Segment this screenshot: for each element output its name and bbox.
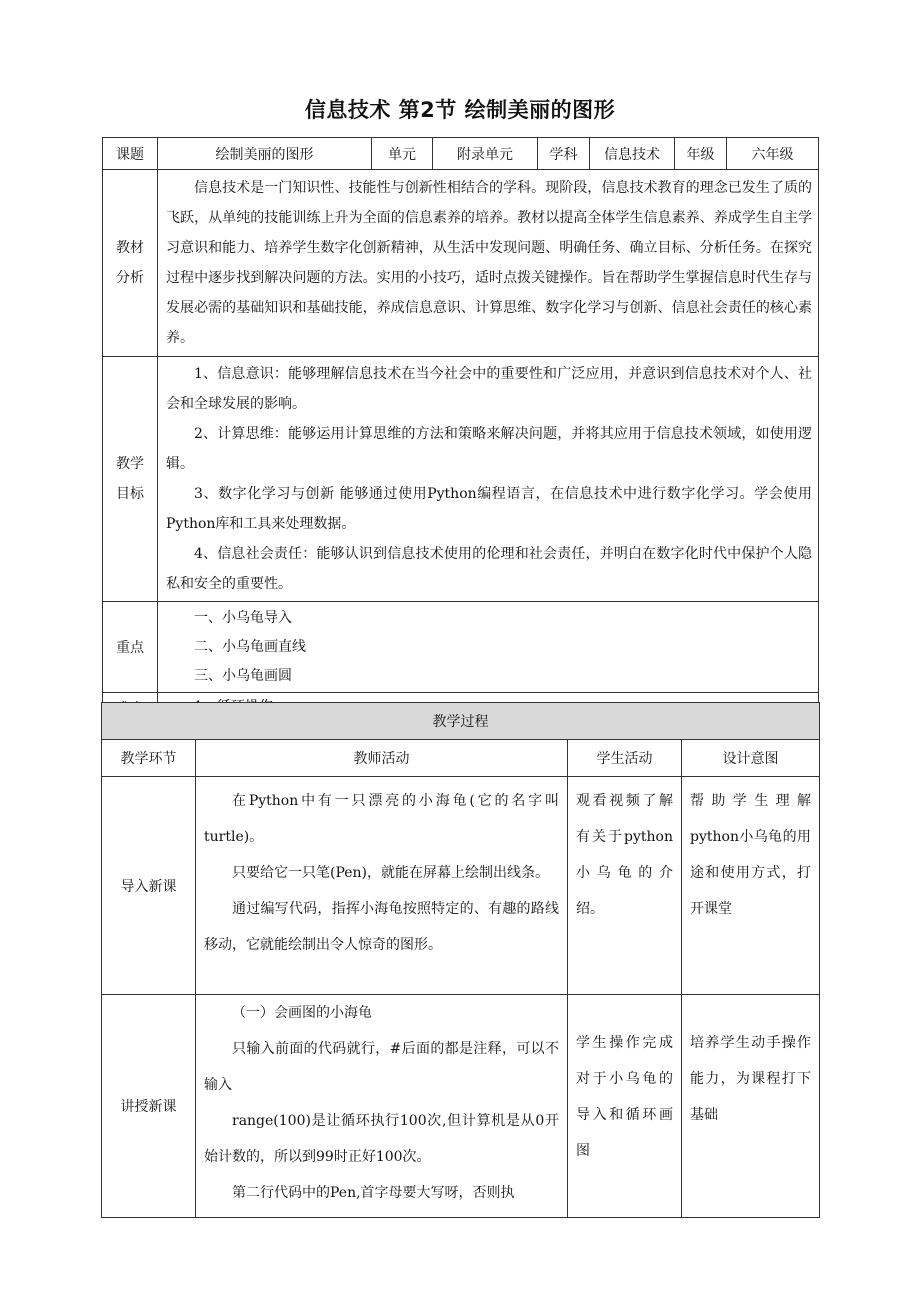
teacher-activity-line: 通过编写代码，指挥小海龟按照特定的、有趣的路线移动，它就能绘制出令人惊奇的图形。 bbox=[204, 901, 559, 953]
goal-item: 4、信息社会责任：能够认识到信息技术使用的伦理和社会责任，并明白在数字化时代中保护个人隐私和安全的重要性。 bbox=[166, 546, 812, 592]
goals-label: 教学 目标 bbox=[103, 357, 158, 602]
key-points-row bbox=[103, 602, 819, 693]
analysis-label: 教材 分析 bbox=[103, 170, 158, 357]
stage-cell: 讲授新课 bbox=[102, 995, 196, 1218]
col-header-stage: 教学环节 bbox=[102, 740, 196, 777]
teaching-process-table bbox=[101, 702, 820, 1218]
goals-row bbox=[103, 357, 819, 602]
key-point-item: 三、小乌龟画圆 bbox=[194, 667, 292, 684]
topic-value: 绘制美丽的图形 bbox=[158, 138, 372, 170]
col-header-teacher: 教师活动 bbox=[196, 740, 568, 777]
process-row-teach bbox=[102, 995, 820, 1218]
page-title: 信息技术 第2节 绘制美丽的图形 bbox=[304, 98, 616, 122]
student-activity: 观看视频了解有关于python小乌龟的介绍。 bbox=[576, 793, 673, 917]
key-point-item: 二、小乌龟画直线 bbox=[194, 638, 306, 655]
col-header-student: 学生活动 bbox=[568, 740, 682, 777]
stage-cell: 导入新课 bbox=[102, 777, 196, 995]
subject-label: 学科 bbox=[538, 138, 590, 170]
key-point-item: 一、小乌龟导入 bbox=[194, 609, 292, 626]
key-points-label: 重点 bbox=[103, 602, 158, 693]
grade-label: 年级 bbox=[675, 138, 727, 170]
goal-item: 3、数字化学习与创新 能够通过使用Python编程语言，在信息技术中进行数字化学习。学会使用Python库和工具来处理数据。 bbox=[166, 486, 812, 532]
grade-value: 六年级 bbox=[727, 138, 819, 170]
header-row bbox=[103, 138, 819, 170]
unit-value: 附录单元 bbox=[433, 138, 538, 170]
teacher-activity-line: 只输入前面的代码就行，#后面的都是注释，可以不输入 bbox=[204, 1041, 559, 1093]
goal-item: 2、计算思维：能够运用计算思维的方法和策略来解决问题，并将其应用于信息技术领域，如使用逻辑。 bbox=[166, 426, 812, 472]
process-row-intro bbox=[102, 777, 820, 995]
teacher-activity-line: （一）会画图的小海龟 bbox=[232, 1005, 372, 1021]
process-banner-row bbox=[102, 703, 820, 740]
analysis-text: 信息技术是一门知识性、技能性与创新性相结合的学科。现阶段，信息技术教育的理念已发生了质的飞跃，从单纯的技能训练上升为全面的信息素养的培养。教材以提高全体学生信息素养、养成学生自主学习意识和能力、培养学生数字化创新精神，从生活中发现问题、明确任务、确立目标、分析任务。在探究过程中逐步找到解决问题的方法。实用的小技巧，适时点拨关键操作。旨在帮助学生掌握信息时代生存与发展必需的基础知识和基础技能，养成信息意识、计算思维、数字化学习与创新、信息社会责任的核心素养。 bbox=[166, 180, 812, 346]
teacher-activity-line: 第二行代码中的Pen,首字母要大写呀，否则执 bbox=[232, 1185, 515, 1201]
design-intent: 帮助学生理解python小乌龟的用途和使用方式，打开课堂 bbox=[690, 793, 811, 917]
teacher-activity-line: 在Python中有一只漂亮的小海龟(它的名字叫turtle)。 bbox=[204, 793, 559, 845]
goal-item: 1、信息意识：能够理解信息技术在当今社会中的重要性和广泛应用，并意识到信息技术对个人、社会和全球发展的影响。 bbox=[166, 366, 812, 412]
unit-label: 单元 bbox=[372, 138, 433, 170]
student-activity: 学生操作完成对于小乌龟的导入和循环画图 bbox=[576, 1035, 673, 1159]
teacher-activity-line: 只要给它一只笔(Pen)，就能在屏幕上绘制出线条。 bbox=[232, 865, 550, 881]
col-header-intent: 设计意图 bbox=[682, 740, 820, 777]
process-header-row bbox=[102, 740, 820, 777]
lesson-info-table bbox=[102, 137, 819, 723]
topic-label: 课题 bbox=[103, 138, 158, 170]
design-intent: 培养学生动手操作能力，为课程打下基础 bbox=[690, 1035, 811, 1123]
teacher-activity-line: range(100)是让循环执行100次,但计算机是从0开始计数的，所以到99时正好100次。 bbox=[204, 1113, 559, 1165]
subject-value: 信息技术 bbox=[590, 138, 675, 170]
process-banner: 教学过程 bbox=[102, 703, 820, 740]
analysis-row bbox=[103, 170, 819, 357]
